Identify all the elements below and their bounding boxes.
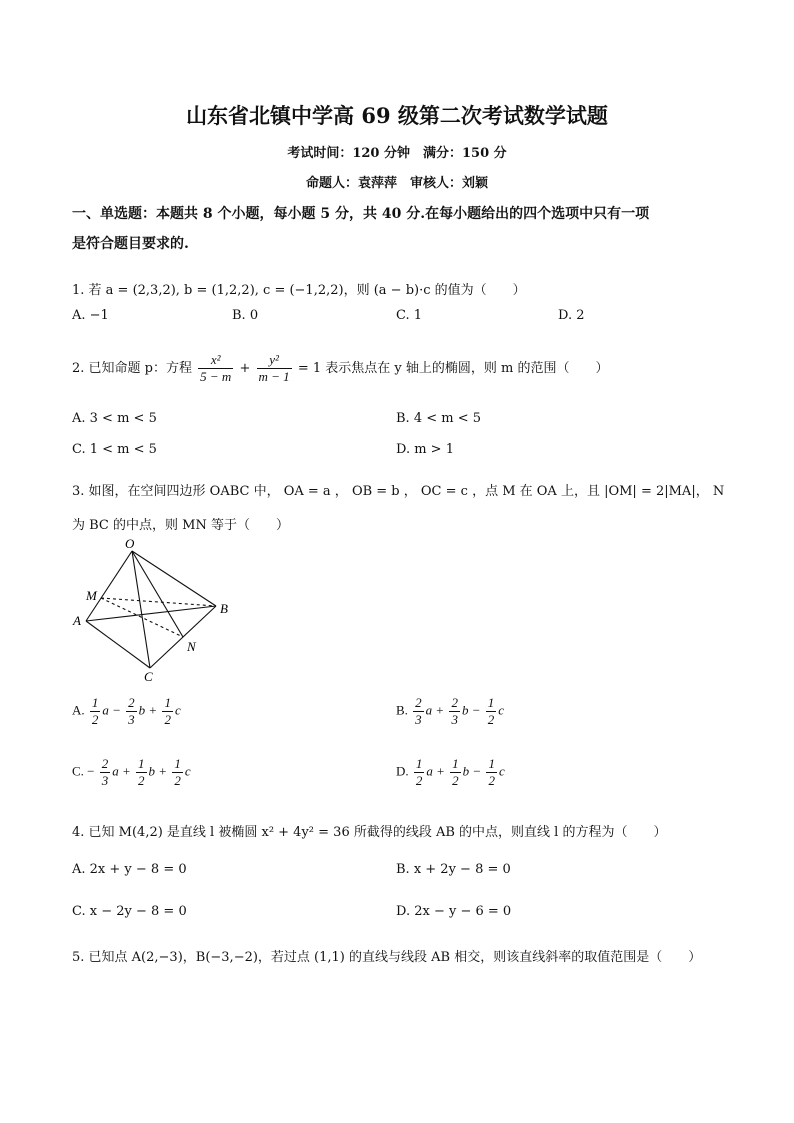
label-B: B [220, 601, 228, 616]
q3-option-d: D. $\frac{1}{2}$ a + $\frac{1}{2}$ b − $\frac{1}{2}$ c [396, 756, 505, 788]
q1-option-a: A. −1 [72, 308, 109, 323]
q2-plus: + [239, 361, 251, 376]
question-1-stem: 1. 若 a = (2,3,2), b = (1,2,2), c = (−1,2,2)，则 (a − b)·c 的值为（ ） [72, 283, 526, 298]
edge-OC [132, 551, 150, 668]
q2-option-c: C. 1 < m < 5 [72, 442, 157, 457]
q2-option-a: A. 3 < m < 5 [72, 411, 157, 426]
section-heading-line1: 一、单选题：本题共 8 个小题，每小题 5 分，共 40 分.在每小题给出的四个选项中只有一项 [72, 206, 650, 222]
tetrahedron-figure [68, 535, 248, 685]
q3-option-b: B. $\frac{2}{3}$ a + $\frac{2}{3}$ b − $\frac{1}{2}$ c [396, 695, 505, 727]
question-5-stem: 5. 已知点 A(2,−3)，B(−3,−2)，若过点 (1,1) 的直线与线段 AB 相交，则该直线斜率的取值范围是（ ） [72, 950, 702, 965]
exam-title: 山东省北镇中学高 69 级第二次考试数学试题 [186, 103, 608, 128]
q4-option-a: A. 2x + y − 8 = 0 [72, 862, 187, 877]
label-A: A [73, 613, 81, 628]
edge-AC [86, 621, 150, 668]
edge-OB [132, 551, 216, 606]
q2-frac1-num: x² [198, 352, 233, 369]
q2-suffix: = 1 表示焦点在 y 轴上的椭圆，则 m 的范围（ ） [297, 361, 609, 376]
q4-option-c: C. x − 2y − 8 = 0 [72, 904, 187, 919]
q4-option-d: D. 2x − y − 6 = 0 [396, 904, 512, 919]
q1-option-c: C. 1 [396, 308, 423, 323]
exam-authors: 命题人：袁萍萍 审核人：刘颖 [305, 176, 488, 191]
edge-AB [86, 606, 216, 621]
q2-fraction-y [257, 352, 292, 385]
q2-option-b: B. 4 < m < 5 [396, 411, 482, 426]
question-3-stem-line1: 3. 如图，在空间四边形 OABC 中， OA = a ， OB = b ， OC = c ，点 M 在 OA 上，且 |OM| = 2|MA|， N [72, 484, 725, 499]
q2-frac1-den: 5 − m [200, 369, 232, 384]
q2-frac2-num: y² [257, 352, 292, 369]
q4-option-b: B. x + 2y − 8 = 0 [396, 862, 511, 877]
segment-ON [132, 551, 183, 637]
question-3-stem-line2: 为 BC 的中点，则 MN 等于（ ） [72, 518, 289, 533]
q2-prefix: 2. 已知命题 p：方程 [72, 361, 192, 376]
edge-OA [86, 551, 132, 621]
segment-MB [101, 598, 216, 606]
q3-option-a: A. $\frac{1}{2}$ a − $\frac{2}{3}$ b + $\frac{1}{2}$ c [72, 695, 181, 727]
label-N: N [187, 639, 196, 654]
exam-info: 考试时间：120 分钟 满分：150 分 [287, 146, 507, 161]
q2-fraction-x [198, 352, 233, 385]
section-heading-line2: 是符合题目要求的. [72, 236, 189, 252]
q1-option-b: B. 0 [232, 308, 259, 323]
label-O: O [125, 536, 135, 551]
question-4-stem: 4. 已知 M(4,2) 是直线 l 被椭圆 x² + 4y² = 36 所截得的线段 AB 的中点，则直线 l 的方程为（ ） [72, 825, 667, 840]
question-2-stem [72, 352, 608, 385]
q2-option-d: D. m > 1 [396, 442, 454, 457]
q3-option-c: C. − $\frac{2}{3}$ a + $\frac{1}{2}$ b + $\frac{1}{2}$ c [72, 756, 191, 788]
q2-frac2-den: m − 1 [258, 369, 290, 384]
q1-option-d: D. 2 [558, 308, 585, 323]
label-M: M [86, 588, 97, 603]
label-C: C [144, 669, 153, 684]
